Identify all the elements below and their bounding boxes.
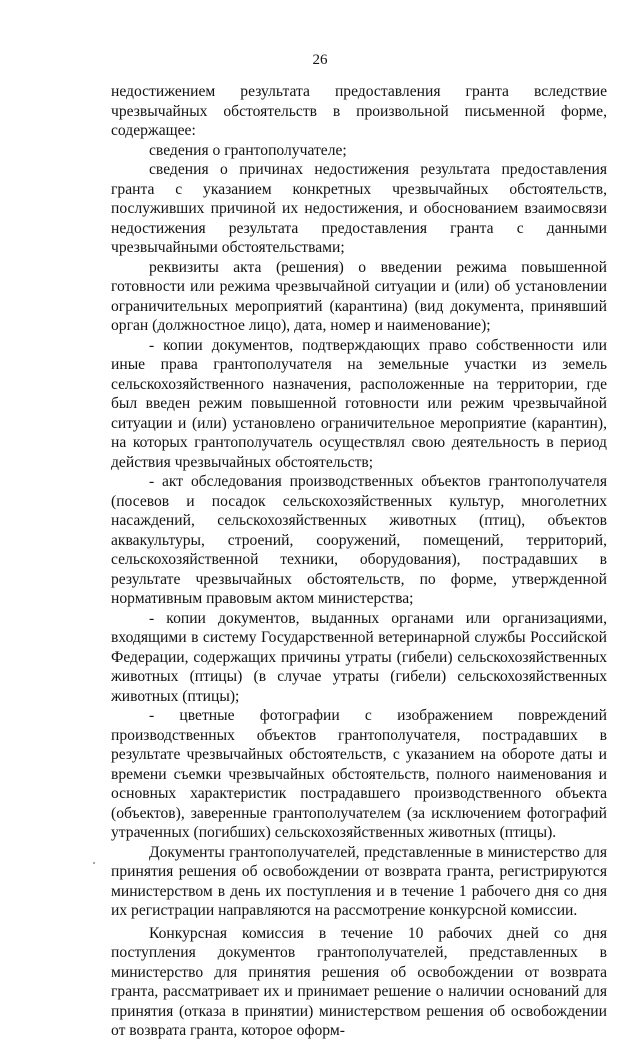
paragraph-reasons: сведения о причинах недостижения результата предоставления гранта с указанием конкретных чрезвычайных обстоятельств, послуживших причиной их недостижения, и обоснованием взаимосвязи недостижения результата предоставления гранта с данными чрезвычайными обстоятельствами;	[111, 161, 607, 256]
paragraph-color-photos: - цветные фотографии с изображением повреждений производственных объектов грантополучателя, пострадавших в результате чрезвычайных обстоятельств, с указанием на обороте даты и времени съемки чрезвычайных обстоятельств, полного наименования и основных характеристик пострадавшего производственного объекта (объектов), заверенные грантополучателем (за исключением фотографий утраченных (погибших) сельскохозяйственных животных (птицы).	[111, 707, 607, 841]
paragraph-grantee-info: сведения о грантополучателе;	[149, 141, 347, 159]
paragraph-commission: Конкурсная комиссия в течение 10 рабочих дней со дня поступления документов грантополучателей, представленных в министерство для принятия решения об освобождении от возврата гранта, рассматривает их и принимает решение о наличии оснований для принятия (отказа в принятии) министерством решения об освобождении от возврата гранта, которое оформ-	[111, 924, 607, 1039]
document-body	[111, 82, 607, 1041]
paragraph-registration: Документы грантополучателей, представленные в министерство для принятия решения об освобождении от возврата гранта, регистрируются министерством в день их поступления и в течение 1 рабочего дня со дня их регистрации направляются на рассмотрение конкурсной комиссии.	[111, 843, 607, 919]
paragraph-intro: недостижением результата предоставления гранта вследствие чрезвычайных обстоятельств в произвольной письменной форме, содержащее:	[111, 83, 607, 139]
paragraph-inspection-act: - акт обследования производственных объектов грантополучателя (посевов и посадок сельскохозяйственных культур, многолетних насаждений, сельскохозяйственных животных (птиц), объектов аквакультуры, строений, сооружений, помещений, территорий, сельскохозяйственной техники, оборудования), пострадавших в результате чрезвычайных обстоятельств, по форме, утвержденной нормативным правовым актом министерства;	[111, 473, 607, 607]
paragraph-act-details: реквизиты акта (решения) о введении режима повышенной готовности или режима чрезвычайной ситуации и (или) об установлении ограничительных мероприятий (карантина) (вид документа, принявший орган (должностное лицо), дата, номер и наименование);	[111, 258, 607, 334]
scan-artifact-dot	[93, 862, 95, 864]
page-number: 26	[312, 52, 328, 68]
paragraph-land-rights: - копии документов, подтверждающих право собственности или иные права грантополучателя на земельные участки из земель сельскохозяйственного назначения, расположенные на территории, где был введен режим повышенной готовности или режим чрезвычайной ситуации и (или) установлено ограничительное мероприятие (карантин), на которых грантополучатель осуществлял свою деятельность в период действия чрезвычайных обстоятельств;	[111, 336, 607, 471]
paragraph-veterinary-docs: - копии документов, выданных органами или организациями, входящими в систему Государственной ветеринарной службы Российской Федерации, содержащих причины утраты (гибели) сельскохозяйственных животных (птицы) (в случае утраты (гибели) сельскохозяйственных животных (птицы);	[111, 609, 607, 705]
